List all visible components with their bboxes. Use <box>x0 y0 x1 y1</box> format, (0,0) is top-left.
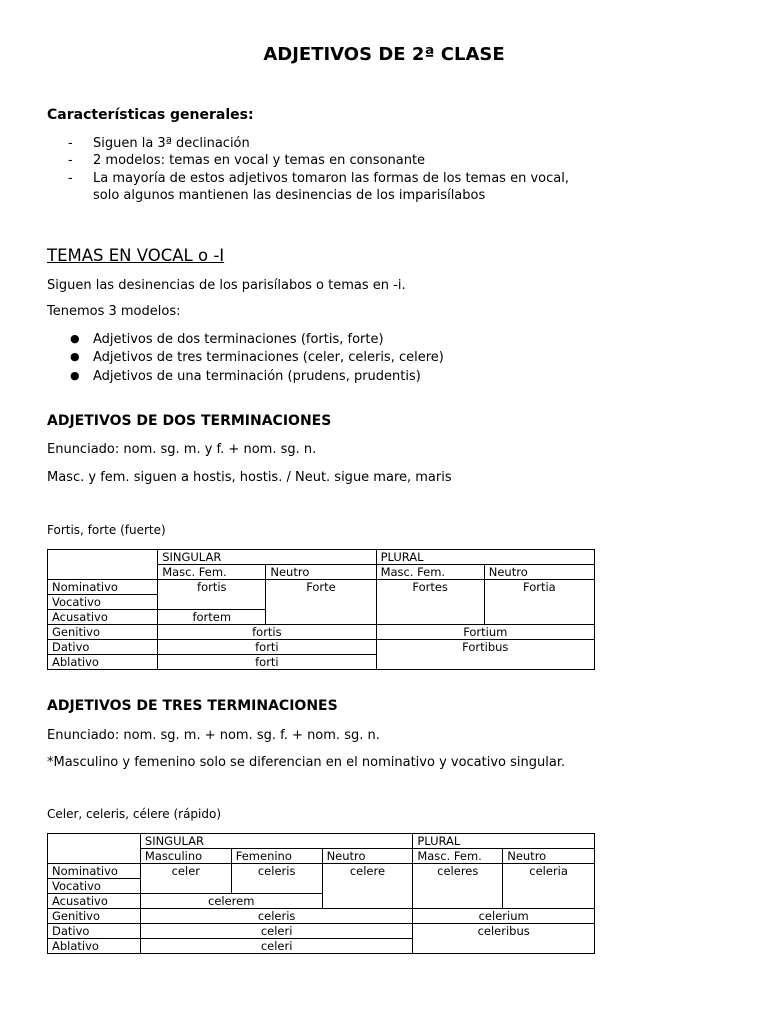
case-label: Vocativo <box>48 879 141 894</box>
form-cell: celeri <box>140 924 412 939</box>
form-cell: celerium <box>413 909 595 924</box>
header-masc-fem-plural: Masc. Fem. <box>376 565 484 580</box>
case-label: Genitivo <box>48 625 158 640</box>
general-item-continuation: solo algunos mantienen las desinencias de los imparisílabos <box>93 188 486 203</box>
case-label: Dativo <box>48 924 141 939</box>
form-cell: forti <box>158 655 376 670</box>
vocal-heading: TEMAS EN VOCAL o -I <box>47 246 225 265</box>
dos-caption: Fortis, forte (fuerte) <box>47 523 166 537</box>
form-cell: celerem <box>140 894 322 909</box>
case-label: Dativo <box>48 640 158 655</box>
header-masc-fem: Masc. Fem. <box>158 565 266 580</box>
dos-heading: ADJETIVOS DE DOS TERMINACIONES <box>47 413 332 429</box>
general-heading: Características generales: <box>47 107 254 123</box>
case-label: Ablativo <box>48 939 141 954</box>
general-item: - La mayoría de estos adjetivos tomaron las formas de los temas en vocal, <box>68 171 569 186</box>
header-masc-fem-plural: Masc. Fem. <box>413 849 503 864</box>
form-cell: Forte <box>266 580 376 625</box>
tres-heading: ADJETIVOS DE TRES TERMINACIONES <box>47 698 338 714</box>
form-cell: Fortium <box>376 625 594 640</box>
header-neutro: Neutro <box>322 849 413 864</box>
header-neutro-plural: Neutro <box>484 565 594 580</box>
corner-cell <box>48 834 141 864</box>
header-masculino: Masculino <box>140 849 231 864</box>
header-plural: PLURAL <box>376 550 594 565</box>
header-neutro-plural: Neutro <box>503 849 595 864</box>
form-cell: celeres <box>413 864 503 909</box>
vocal-paragraph: Siguen las desinencias de los parisílabos o temas en -i. <box>47 278 406 293</box>
form-cell: fortis <box>158 580 266 610</box>
page-title: ADJETIVOS DE 2ª CLASE <box>263 44 505 65</box>
header-neutro: Neutro <box>266 565 376 580</box>
form-cell: celer <box>140 864 231 894</box>
general-item: - Siguen la 3ª declinación <box>68 136 250 151</box>
header-femenino: Femenino <box>231 849 322 864</box>
form-cell: celeris <box>140 909 412 924</box>
form-cell: Fortibus <box>376 640 594 670</box>
case-label: Nominativo <box>48 580 158 595</box>
case-label: Ablativo <box>48 655 158 670</box>
case-label: Acusativo <box>48 894 141 909</box>
form-cell: forti <box>158 640 376 655</box>
form-cell: celeribus <box>413 924 595 954</box>
header-singular: SINGULAR <box>158 550 376 565</box>
fortis-declension-table <box>47 549 595 670</box>
corner-cell <box>48 550 158 580</box>
form-cell: celeris <box>231 864 322 894</box>
dos-paragraph: Masc. y fem. siguen a hostis, hostis. / Neut. sigue mare, maris <box>47 470 452 485</box>
dos-paragraph: Enunciado: nom. sg. m. y f. + nom. sg. n. <box>47 442 317 457</box>
form-cell: celere <box>322 864 413 909</box>
tres-paragraph: *Masculino y femenino solo se diferencian en el nominativo y vocativo singular. <box>47 755 566 770</box>
case-label: Genitivo <box>48 909 141 924</box>
tres-paragraph: Enunciado: nom. sg. m. + nom. sg. f. + nom. sg. n. <box>47 728 380 743</box>
form-cell: Fortes <box>376 580 484 625</box>
celer-declension-table <box>47 833 595 954</box>
form-cell: celeri <box>140 939 412 954</box>
form-cell: celeria <box>503 864 595 909</box>
form-cell: fortis <box>158 625 376 640</box>
case-label: Acusativo <box>48 610 158 625</box>
form-cell: Fortia <box>484 580 594 625</box>
header-singular: SINGULAR <box>140 834 412 849</box>
model-list-item: ● Adjetivos de dos terminaciones (fortis, forte) <box>70 332 384 347</box>
tres-caption: Celer, celeris, célere (rápido) <box>47 807 222 821</box>
case-label: Vocativo <box>48 595 158 610</box>
header-plural: PLURAL <box>413 834 595 849</box>
form-cell: fortem <box>158 610 266 625</box>
vocal-paragraph: Tenemos 3 modelos: <box>47 304 181 319</box>
model-list-item: ● Adjetivos de tres terminaciones (celer, celeris, celere) <box>70 350 444 365</box>
general-item: - 2 modelos: temas en vocal y temas en consonante <box>68 153 426 168</box>
case-label: Nominativo <box>48 864 141 879</box>
model-list-item: ● Adjetivos de una terminación (prudens, prudentis) <box>70 369 421 384</box>
